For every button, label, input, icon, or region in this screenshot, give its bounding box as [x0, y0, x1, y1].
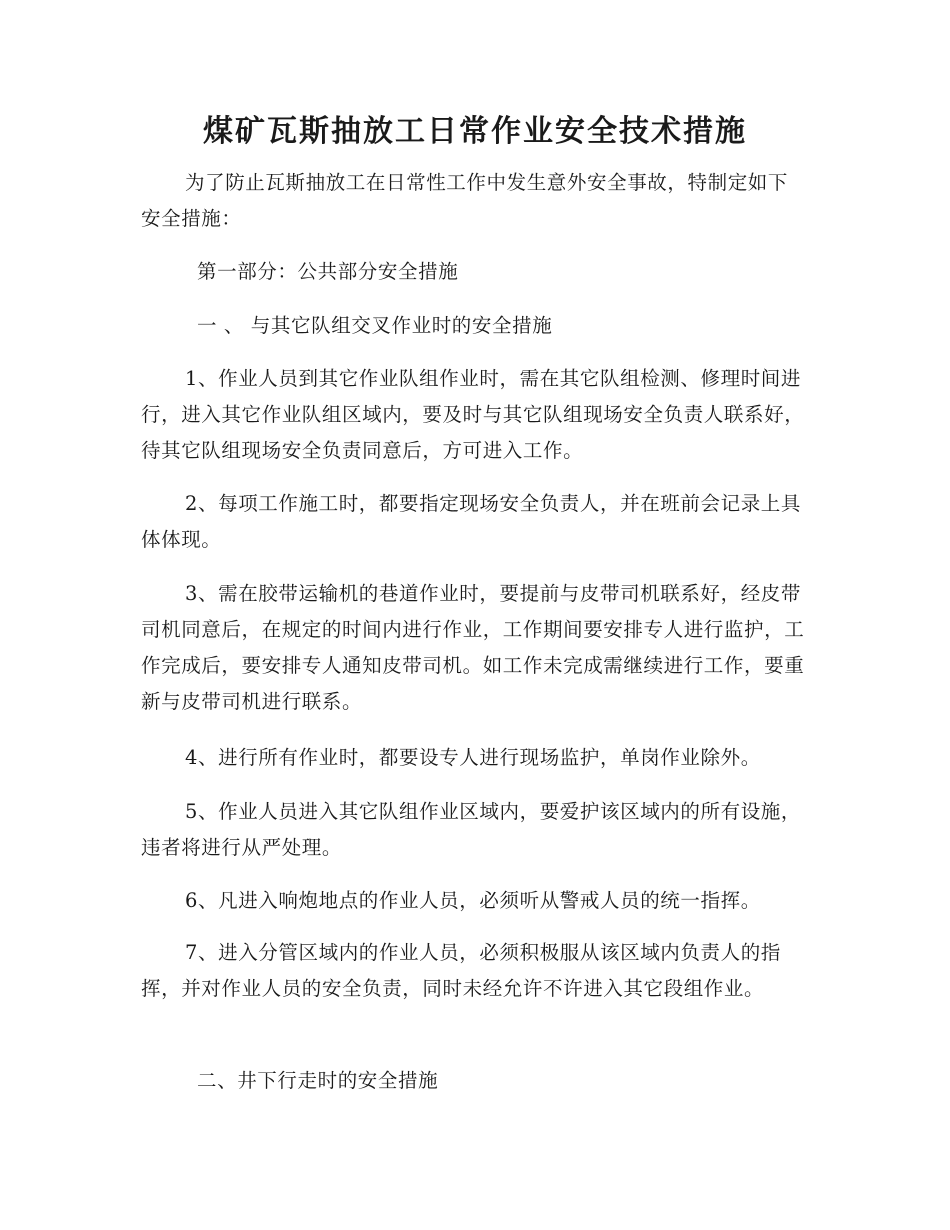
- list-item: 5、作业人员进入其它队组作业区域内，要爱护该区域内的所有设施，违者将进行从严处理。: [141, 800, 802, 859]
- list-item: 7、进入分管区域内的作业人员，必须积极服从该区域内负责人的指挥，并对作业人员的安全负责，同时未经允许不许进入其它段组作业。: [141, 941, 781, 1000]
- section-one-heading: 一 、 与其它队组交叉作业时的安全措施: [197, 314, 553, 337]
- section-two-heading: 二、井下行走时的安全措施: [197, 1069, 439, 1092]
- list-item: 1、作业人员到其它作业队组作业时，需在其它队组检测、修理时间进行，进入其它作业队组区域内，要及时与其它队组现场安全负责人联系好，待其它队组现场安全负责同意后，方可进入工作。: [141, 367, 805, 462]
- list-item: 4、进行所有作业时，都要设专人进行现场监护，单岗作业除外。: [185, 746, 761, 769]
- part-one-heading: 第一部分：公共部分安全措施: [197, 260, 459, 283]
- list-item: 6、凡进入响炮地点的作业人员，必须听从警戒人员的统一指挥。: [185, 889, 761, 912]
- list-item: 3、需在胶带运输机的巷道作业时，要提前与皮带司机联系好，经皮带司机同意后，在规定的时间内进行作业，工作期间要安排专人进行监护，工作完成后，要安排专人通知皮带司机。如工作未完成需继续进行工作，要重新与皮带司机进行联系。: [141, 582, 805, 713]
- intro-paragraph: 为了防止瓦斯抽放工在日常性工作中发生意外安全事故，特制定如下安全措施：: [141, 171, 789, 230]
- document-title: 煤矿瓦斯抽放工日常作业安全技术措施: [203, 114, 747, 149]
- list-item: 2、每项工作施工时，都要指定现场安全负责人，并在班前会记录上具体体现。: [141, 492, 802, 551]
